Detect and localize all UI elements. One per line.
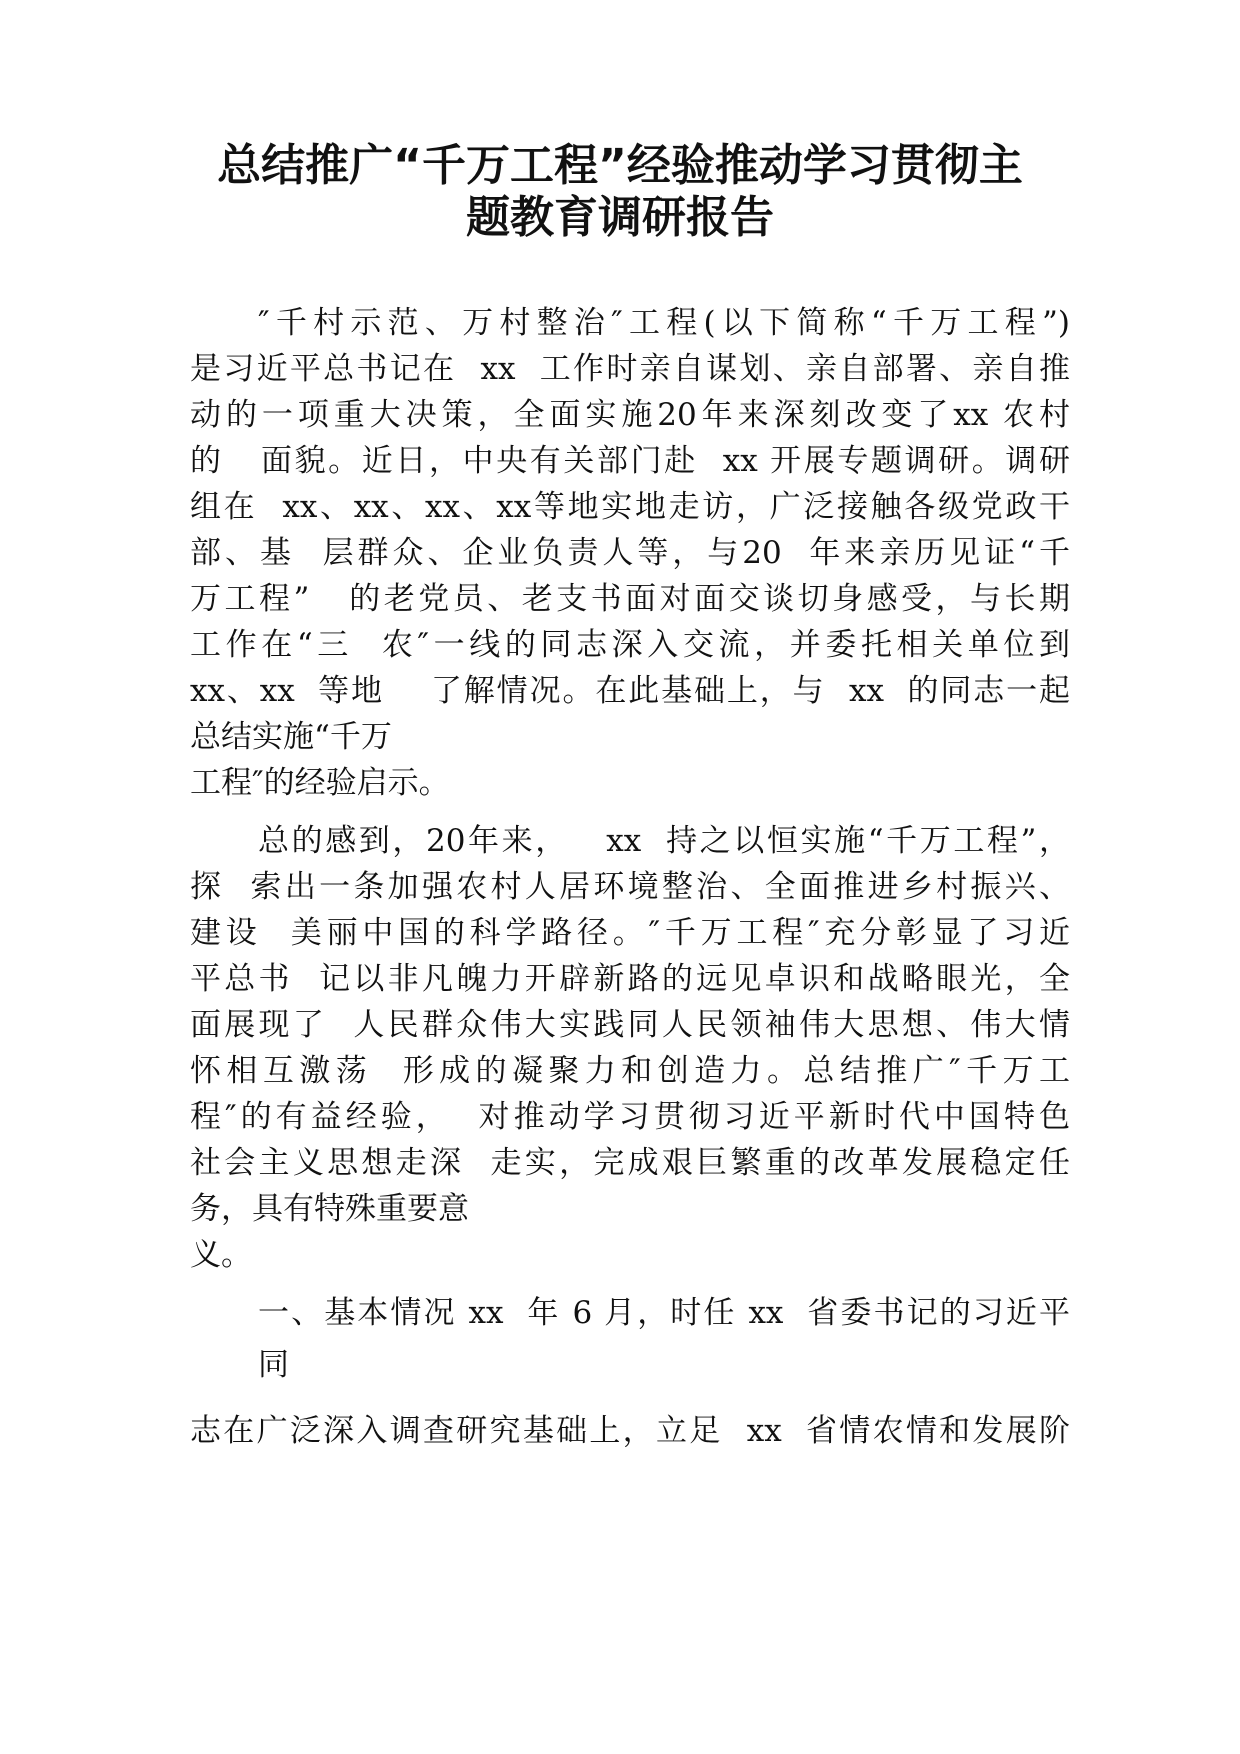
body-line: 程″的有益经验， 对推动学习贯彻习近平新时代中国特色 [190,1099,1070,1135]
body-line: xx、xx 等地 了解情况。在此基础上，与 xx 的同志一起 [190,673,1070,709]
body-line: 探 索出一条加强农村人居环境整治、全面推进乡村振兴、 [190,869,1070,905]
body-line: 总的感到，20年来， xx 持之以恒实施“千万工程”， [258,823,1070,859]
body-line: 义。 [190,1237,252,1273]
body-line: 社会主义思想走深 走实，完成艰巨繁重的改革发展稳定任 [190,1145,1070,1181]
document-title-line-2: 题教育调研报告 [466,192,774,243]
body-line: 怀相互激荡 形成的凝聚力和创造力。总结推广″千万工 [190,1053,1070,1089]
document-title-line-1: 总结推广“千万工程”经验推动学习贯彻主 [217,140,1023,191]
body-line: 务，具有特殊重要意 [190,1191,469,1227]
body-line: 工作在“三 农″一线的同志深入交流，并委托相关单位到 [190,627,1070,663]
body-line: 平总书 记以非凡魄力开辟新路的远见卓识和战略眼光，全 [190,961,1070,997]
body-line: 万工程” 的老党员、老支书面对面交谈切身感受，与长期 [190,581,1070,617]
body-line: 志在广泛深入调查研究基础上，立足 xx 省情农情和发展阶 [190,1413,1070,1449]
body-line: 组在 xx、xx、xx、xx等地实地走访，广泛接触各级党政干 [190,489,1070,525]
body-line: 动的一项重大决策，全面实施20年来深刻改变了xx 农村 [190,397,1070,433]
body-line: 部、基 层群众、企业负责人等，与20 年来亲历见证“千 [190,535,1070,571]
body-line: 总结实施“千万 [190,719,392,755]
section-heading-line: 一、基本情况 xx 年 6 月，时任 xx 省委书记的习近平 [258,1295,1070,1331]
body-line: 是习近平总书记在 xx 工作时亲自谋划、亲自部署、亲自推 [190,351,1070,387]
body-line: 同 [258,1347,289,1383]
body-line: 的 面貌。近日，中央有关部门赴 xx 开展专题调研。调研 [190,443,1070,479]
body-line: 面展现了 人民群众伟大实践同人民领袖伟大思想、伟大情 [190,1007,1070,1043]
body-line: 工程″的经验启示。 [190,765,450,801]
body-line: ″千村示范、万村整治″工程(以下简称“千万工程”) [258,305,1070,341]
body-line: 建设 美丽中国的科学路径。″千万工程″充分彰显了习近 [190,915,1070,951]
